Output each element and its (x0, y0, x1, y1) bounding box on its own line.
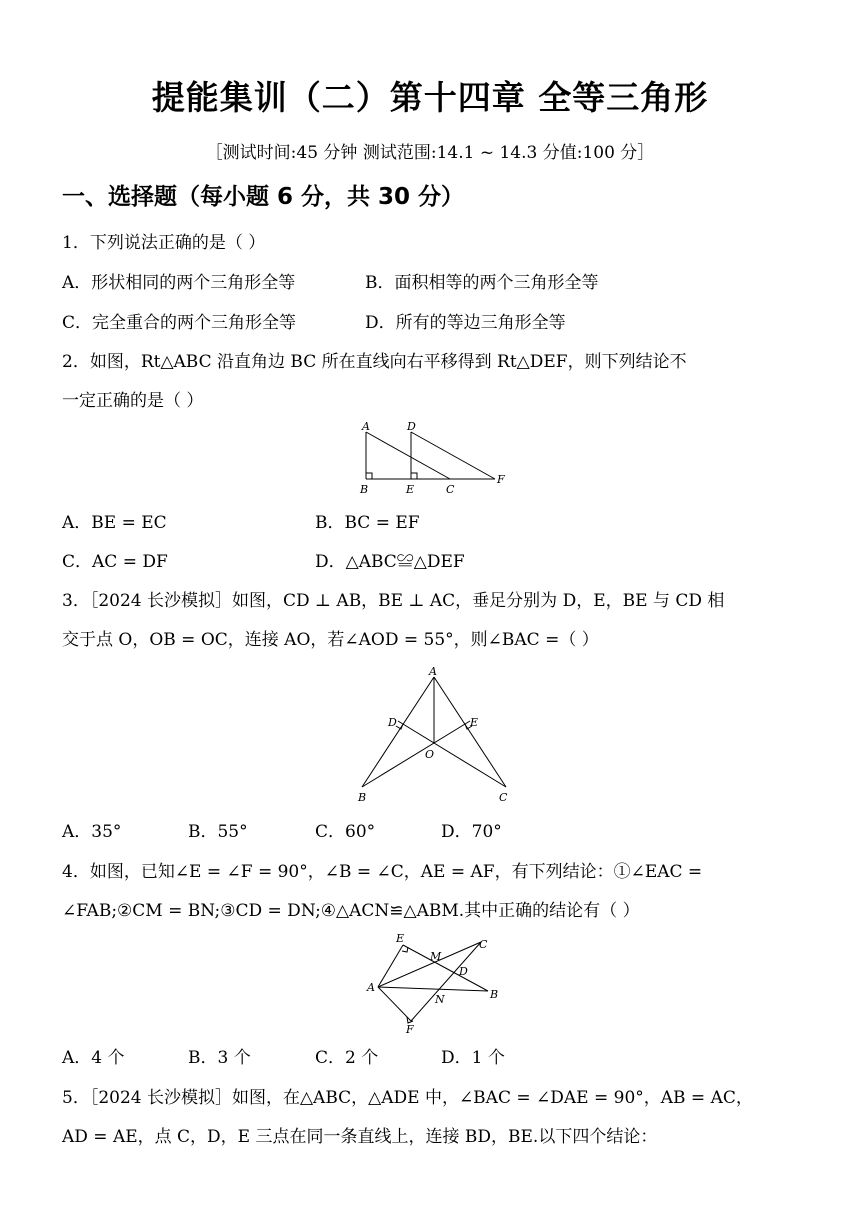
point-label-e: E (396, 932, 405, 945)
question-2-stem-line-1: 2．如图，Rt△ABC 沿直角边 BC 所在直线向右平移得到 Rt△DEF，则下列结论不 (62, 352, 687, 372)
question-3-stem-line-1: 3．［2024 长沙模拟］如图，CD ⊥ AB，BE ⊥ AC，垂足分别为 D，E，BE 与 CD 相 (62, 591, 725, 611)
question-2-option-b: B．BC = EF (315, 513, 420, 533)
question-1-option-a: A．形状相同的两个三角形全等 (62, 273, 296, 293)
section-heading: 一、选择题（每小题 6 分，共 30 分） (62, 184, 465, 210)
point-label-a: A (429, 665, 437, 678)
point-label-c: C (499, 791, 508, 804)
question-1-option-d: D．所有的等边三角形全等 (365, 313, 566, 333)
question-2-option-a: A．BE = EC (62, 513, 167, 533)
question-4-option-a: A．4 个 (62, 1048, 125, 1068)
question-3-option-b: B．55° (188, 822, 248, 842)
point-label-e: E (406, 483, 415, 496)
point-label-c: C (479, 938, 488, 951)
point-label-b: B (490, 988, 499, 1001)
point-label-a: A (367, 981, 375, 994)
question-4-figure (358, 928, 508, 1036)
point-label-d: D (407, 420, 416, 433)
point-label-c: C (446, 483, 455, 496)
question-4-stem-line-2: ∠FAB;②CM = BN;③CD = DN;④△ACN≌△ABM.其中正确的结论有（ ） (62, 901, 640, 921)
question-3-stem-line-2: 交于点 O，OB = OC，连接 AO，若∠AOD = 55°，则∠BAC =（ ） (62, 630, 599, 650)
point-label-n: N (435, 993, 445, 1006)
point-label-e: E (470, 716, 479, 729)
point-label-b: B (358, 791, 367, 804)
question-5-stem-line-2: AD = AE，点 C，D，E 三点在同一条直线上，连接 BD，BE.以下四个结论： (62, 1127, 658, 1147)
question-4-stem-line-1: 4．如图，已知∠E = ∠F = 90°，∠B = ∠C，AE = AF，有下列结论：①∠EAC = (62, 862, 703, 882)
point-label-m: M (430, 950, 442, 963)
question-1-option-c: C．完全重合的两个三角形全等 (62, 313, 297, 333)
question-4-option-c: C．2 个 (315, 1048, 379, 1068)
point-label-d: D (388, 716, 397, 729)
question-4-option-d: D．1 个 (441, 1048, 505, 1068)
point-label-a: A (362, 420, 370, 433)
question-3-figure (350, 660, 525, 808)
question-5-stem-line-1: 5．［2024 长沙模拟］如图，在△ABC，△ADE 中，∠BAC = ∠DAE = 90°，AB = AC， (62, 1088, 753, 1108)
question-2-option-c: C．AC = DF (62, 552, 168, 572)
question-3-option-a: A．35° (62, 822, 122, 842)
point-label-o: O (425, 748, 435, 761)
question-1-stem: 1．下列说法正确的是（ ） (62, 233, 266, 253)
page-title: 提能集训（二）第十四章 全等三角形 (151, 78, 709, 117)
question-1-option-b: B．面积相等的两个三角形全等 (365, 273, 599, 293)
point-label-d: D (459, 965, 468, 978)
question-4-option-b: B．3 个 (188, 1048, 251, 1068)
test-info: ［测试时间:45 分钟 测试范围:14.1 ~ 14.3 分值:100 分］ (205, 143, 655, 163)
point-label-f: F (406, 1023, 414, 1036)
question-3-option-c: C．60° (315, 822, 376, 842)
question-2-stem-line-2: 一定正确的是（ ） (62, 391, 204, 411)
question-3-option-d: D．70° (441, 822, 502, 842)
question-2-option-d: D．△ABC≌△DEF (315, 552, 465, 572)
point-label-f: F (497, 473, 505, 486)
question-2-figure (355, 418, 515, 500)
point-label-b: B (360, 483, 369, 496)
